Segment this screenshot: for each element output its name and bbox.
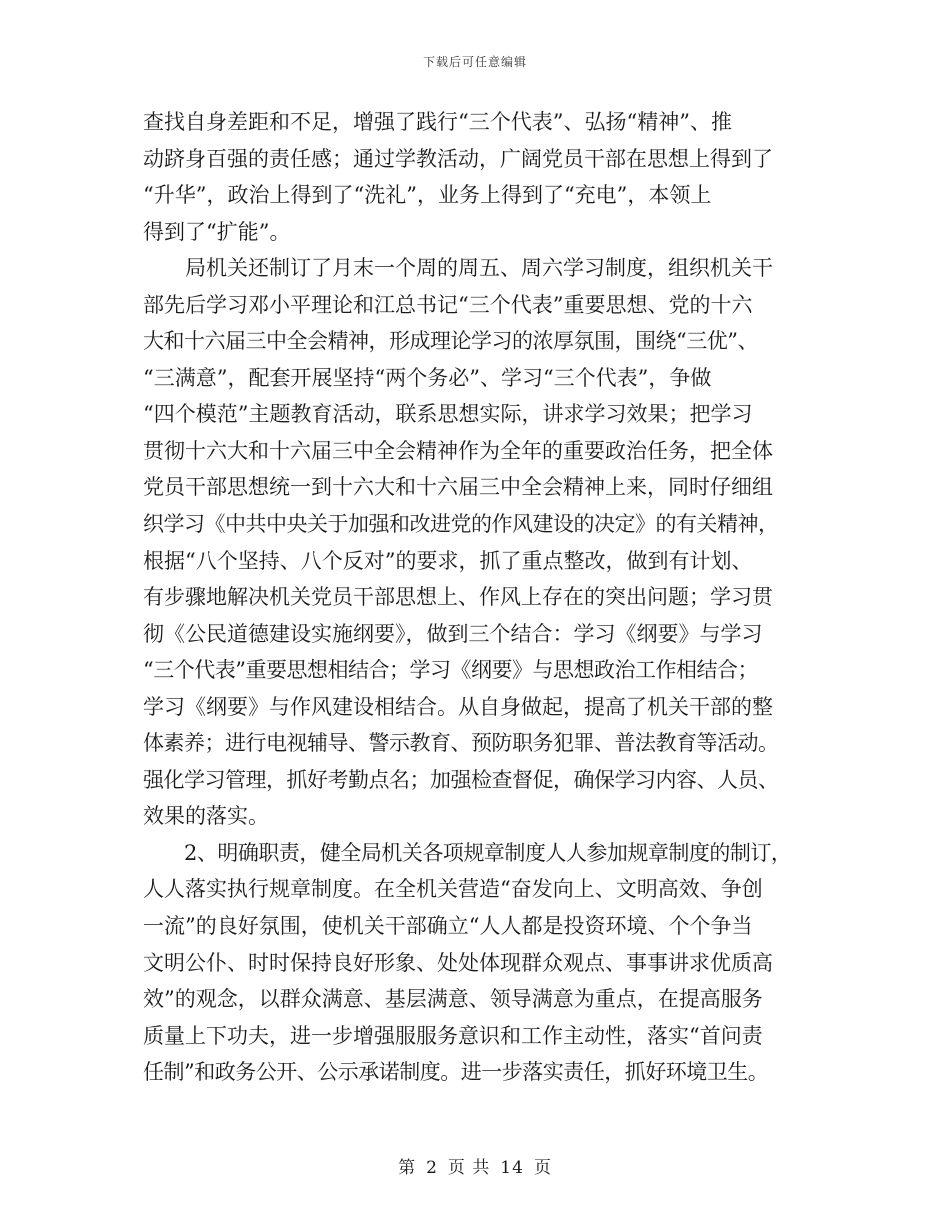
body-line: 一流”的良好氛围，使机关干部确立“人人都是投资环境、个个争当 — [143, 914, 753, 939]
body-line: 人人落实执行规章制度。在全机关营造“奋发向上、文明高效、争创 — [143, 877, 763, 902]
body-line: 体素养；进行电视辅导、警示教育、预防职务犯罪、普法教育等活动。 — [143, 731, 779, 756]
body-line: 任制”和政务公开、公示承诺制度。进一步落实责任，抓好环境卫生。 — [143, 1060, 769, 1085]
body-line: 学习《纲要》与作风建设相结合。从自身做起，提高了机关干部的整 — [143, 694, 773, 719]
body-line: 质量上下功夫，进一步增强服服务意识和工作主动性，落实“首问责 — [143, 1023, 763, 1048]
footer-mid: 页 共 — [447, 1158, 491, 1178]
body-line: “四个模范”主题教育活动，联系思想实际，讲求学习效果；把学习 — [143, 402, 753, 427]
body-line: 局机关还制订了月末一个周的周五、周六学习制度，组织机关干 — [143, 256, 773, 281]
body-line: 强化学习管理，抓好考勤点名；加强检查督促，确保学习内容、人员、 — [143, 767, 779, 792]
page-footer — [0, 1153, 950, 1178]
footer-prefix: 第 — [398, 1158, 417, 1178]
document-body — [143, 104, 823, 1091]
body-line: 彻《公民道德建设实施纲要》，做到三个结合：学习《纲要》与学习 — [143, 621, 763, 646]
body-line: 织学习《中共中央关于加强和改进党的作风建设的决定》的有关精神， — [143, 512, 779, 537]
body-line: 贯彻十六大和十六届三中全会精神作为全年的重要政治任务，把全体 — [143, 438, 773, 463]
footer-suffix: 页 — [533, 1158, 552, 1178]
body-line: 部先后学习邓小平理论和江总书记“三个代表”重要思想、党的十六 — [143, 292, 753, 317]
body-line: 2、明确职责，健全局机关各项规章制度人人参加规章制度的制订， — [143, 840, 792, 865]
body-line: 效”的观念，以群众满意、基层满意、领导满意为重点，在提高服务 — [143, 987, 763, 1012]
body-line: 大和十六届三中全会精神，形成理论学习的浓厚氛围，围绕“三优”、 — [143, 329, 758, 354]
body-line: 党员干部思想统一到十六大和十六届三中全会精神上来，同时仔细组 — [143, 475, 773, 500]
body-line: 文明公仆、时时保持良好形象、处处体现群众观点、事事讲求优质高 — [143, 950, 773, 975]
body-line: 查找自身差距和不足，增强了践行“三个代表”、弘扬“精神”、推 — [143, 110, 732, 134]
footer-total-pages: 14 — [500, 1158, 524, 1178]
body-line: 有步骤地解决机关党员干部思想上、作风上存在的突出问题；学习贯 — [143, 585, 773, 610]
body-line: 根据“八个坚持、八个反对”的要求，抓了重点整改，做到有计划、 — [143, 548, 753, 573]
page-header: 下载后可任意编辑 — [422, 55, 527, 69]
body-line: 得到了“扩能”。 — [143, 219, 291, 244]
body-line: “三个代表”重要思想相结合；学习《纲要》与思想政治工作相结合； — [143, 658, 758, 683]
body-line: 动跻身百强的责任感；通过学教活动，广阔党员干部在思想上得到了 — [143, 146, 773, 171]
body-line: 效果的落实。 — [143, 804, 269, 829]
footer-page-number: 2 — [426, 1158, 438, 1178]
body-line: “三满意”，配套开展坚持“两个务必”、学习“三个代表”，争做 — [143, 365, 712, 390]
body-line: “升华”，政治上得到了“洗礼”，业务上得到了“充电”，本领上 — [143, 183, 712, 208]
